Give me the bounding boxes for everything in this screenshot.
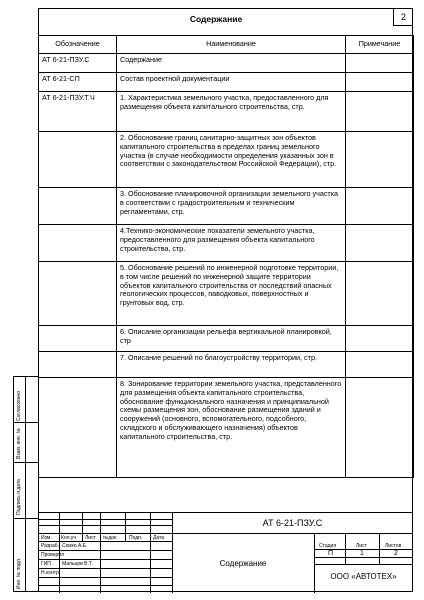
row-name: 5. Обоснование решений по инженерной подготовке территории, в том числе решений по инженерной защите территории объектов капитального строительства от последствий опасных геологических процессов, паводковых, поверхностных и грунтовых вод, стр. <box>117 262 346 326</box>
row-name: Состав проектной документации <box>117 73 346 92</box>
header-note: Примечание <box>346 36 414 54</box>
row-note <box>346 54 414 73</box>
row-name: 1. Характеристика земельного участка, предоставленного для размещения объекта капитального строительства, стр. <box>117 92 346 132</box>
row-name: 8. Зонирование территории земельного участка, представленного для размещения объекта капитального строительства, обоснование функционального назначения и принципиальной схемы размещения зон, обоснование размещения зданий и сооружений (основного, вспомогательного, подсобного, складского и обслуживающего назначения) объектов капитального строительства, стр. <box>117 378 346 478</box>
table-row <box>39 132 414 188</box>
row-designation: АТ 6-21-ПЗУ.С <box>39 54 117 73</box>
row-name: 4.Технико-экономические показатели земельного участка, предоставленного для размещения объекта капитального строительства, стр. <box>117 225 346 262</box>
contents-table <box>38 35 414 478</box>
side-label-replaced: Взам. инв. № <box>16 428 22 459</box>
row-note <box>346 188 414 225</box>
side-label-agreed: Согласовано <box>16 390 22 421</box>
row-note <box>346 92 414 132</box>
table-row <box>39 54 414 73</box>
row-note <box>346 378 414 478</box>
stage-label: Стадия <box>319 543 337 549</box>
col-head-list: Лист <box>85 535 96 541</box>
row-name: 6. Описание организации рельефа вертикальной планировкой, стр <box>117 326 346 352</box>
name-developer: Сюкко А.Е. <box>62 543 88 549</box>
row-designation <box>39 262 117 326</box>
row-note <box>346 326 414 352</box>
sheet-label: Лист <box>356 543 367 549</box>
col-head-doc: №док <box>103 535 117 541</box>
row-note <box>346 132 414 188</box>
name-gip: Мальцев В.Т. <box>62 561 93 567</box>
row-designation <box>39 225 117 262</box>
table-row <box>39 92 414 132</box>
table-row <box>39 378 414 478</box>
col-head-kol: Кол.уч <box>61 535 76 541</box>
sheets-label: Листов <box>385 543 402 549</box>
side-label-inv-orig: Инв. № подл. <box>16 557 22 589</box>
col-head-sign: Подп. <box>129 535 143 541</box>
stamp-doc-title: Содержание <box>219 559 267 568</box>
side-stamp <box>13 376 38 592</box>
table-row <box>39 225 414 262</box>
page-title: Содержание <box>189 14 243 24</box>
col-head-date: Дата <box>153 535 165 541</box>
sheet-value: 1 <box>360 550 364 557</box>
header-designation: Обозначение <box>39 36 117 54</box>
side-label-sign-date: Подпись и дата <box>16 479 22 515</box>
row-designation <box>39 378 117 478</box>
row-note <box>346 73 414 92</box>
table-row <box>39 352 414 378</box>
row-designation <box>39 352 117 378</box>
header-name: Наименование <box>117 36 346 54</box>
table-row <box>39 326 414 352</box>
document-code: АТ 6-21-ПЗУ.С <box>262 518 323 528</box>
role-gip: ГИП <box>41 561 51 567</box>
role-checker: Проверил <box>41 552 65 558</box>
role-developer: Разраб. <box>41 543 60 549</box>
row-designation <box>39 326 117 352</box>
page-number: 2 <box>393 8 413 26</box>
organization-name: ООО «АВТОТЕХ» <box>330 572 397 581</box>
row-designation: АТ 6-21-ПЗУ.Т.Ч <box>39 92 117 132</box>
row-designation: АТ 6-21-СП <box>39 73 117 92</box>
row-designation <box>39 132 117 188</box>
table-header <box>39 36 414 54</box>
sheets-value: 2 <box>394 550 398 557</box>
stage-value: П <box>328 550 334 557</box>
row-designation <box>39 188 117 225</box>
row-name: 2. Обоснование границ санитарно-защитных зон объектов капитального строительства в пределах границ земельного участка (в случае необходимости определения указанных зон в соответствии с законодательством Российской Федерации), стр. <box>117 132 346 188</box>
table-row <box>39 262 414 326</box>
col-head-izm: Изм. <box>41 535 52 541</box>
row-name: 7. Описание решений по благоустройству территории, стр. <box>117 352 346 378</box>
table-row <box>39 188 414 225</box>
row-note <box>346 262 414 326</box>
row-name: Содержание <box>117 54 346 73</box>
row-name: 3. Обоснование планировочной организации земельного участка в соответствии с градостроительным и техническим регламентами, стр. <box>117 188 346 225</box>
table-row <box>39 73 414 92</box>
row-note <box>346 225 414 262</box>
row-note <box>346 352 414 378</box>
role-norm-control: Н.контр. <box>41 570 61 576</box>
